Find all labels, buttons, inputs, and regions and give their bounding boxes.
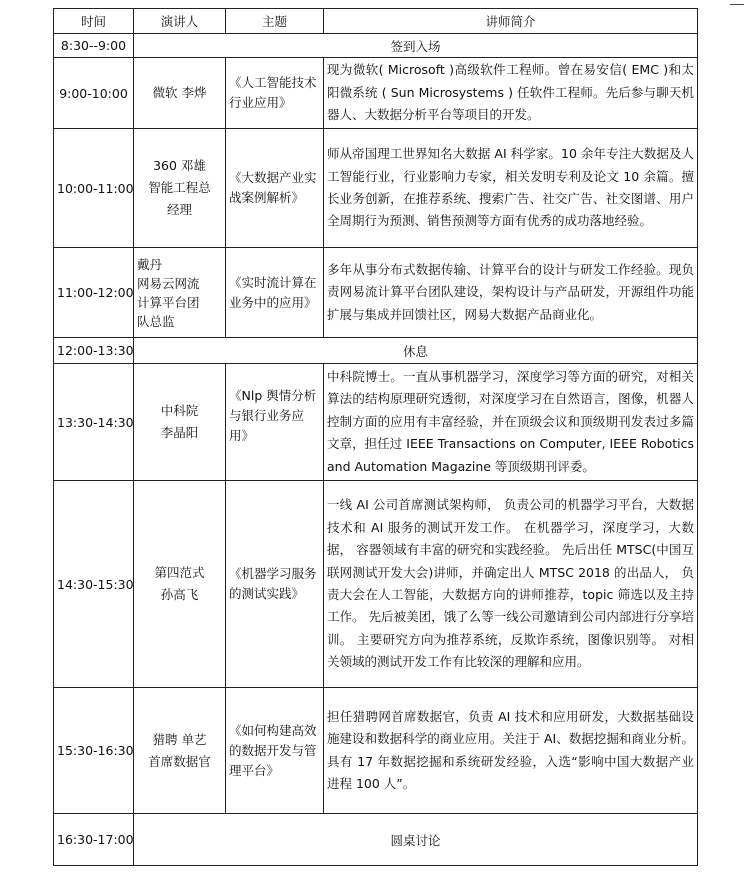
row-speaker bbox=[134, 364, 226, 481]
table-row bbox=[54, 129, 698, 248]
row-time: 14:30-15:30 bbox=[54, 481, 134, 688]
row-time: 15:30-16:30 bbox=[54, 688, 134, 814]
table-row bbox=[54, 481, 698, 688]
speaker-line: 经理 bbox=[166, 202, 192, 217]
speaker-line: 李晶阳 bbox=[160, 425, 199, 440]
row-event: 签到入场 bbox=[134, 34, 698, 58]
corner-rule bbox=[730, 4, 744, 5]
speaker-line: 第四范式 bbox=[154, 565, 205, 580]
row-bio: 担任猎聘网首席数据官，负责 AI 技术和应用研发，大数据基础设施建设和数据科学的商业应用。关注于 AI、数据挖掘和商业分析。具有 17 年数据挖掘和系统研发经验，入选“影响中国大数据产业进程 100 人”。 bbox=[324, 688, 698, 814]
row-time: 10:00-11:00 bbox=[54, 129, 134, 248]
speaker-line: 微软 李烨 bbox=[152, 85, 207, 100]
row-time: 12:00-13:30 bbox=[54, 338, 134, 364]
row-speaker bbox=[134, 688, 226, 814]
row-bio: 多年从事分布式数据传输、计算平台的设计与研发工作经验。现负责网易流计算平台团队建设，架构设计与产品研发，开源组件功能扩展与集成并回馈社区，网易大数据产品商业化。 bbox=[324, 248, 698, 338]
row-topic: 《机器学习服务的测试实践》 bbox=[226, 481, 324, 688]
speaker-line: 计算平台团 bbox=[137, 294, 200, 310]
row-speaker bbox=[134, 58, 226, 129]
table-row bbox=[54, 248, 698, 338]
speaker-line: 360 邓雄 bbox=[153, 158, 206, 173]
header-topic: 主题 bbox=[226, 9, 324, 34]
row-bio: 一线 AI 公司首席测试架构师， 负责公司的机器学习平台，大数据技术和 AI 服务的测试开发工作。 在机器学习，深度学习，大数据， 容器领域有丰富的研究和实践经验。 先后出任 MTSC(中国互联网测试开发大会)讲师，并确定出人 MTSC 2018 的出品人， 负责大会在人工智能，大数据方向的讲师推荐，topic 筛选以及主持工作。 先后被美团，饿了么等一线公司邀请到公司内部进行分享培训。 主要研究方向为推荐系统，反欺诈系统，图像识别等。 对相关领域的测试开发工作有比较深的理解和应用。 bbox=[324, 481, 698, 688]
row-time: 11:00-12:00 bbox=[54, 248, 134, 338]
row-time: 16:30-17:00 bbox=[54, 814, 134, 866]
header-time: 时间 bbox=[54, 9, 134, 34]
speaker-line: 队总监 bbox=[137, 313, 175, 329]
schedule-table bbox=[53, 8, 698, 866]
table-row bbox=[54, 814, 698, 866]
header-speaker: 演讲人 bbox=[134, 9, 226, 34]
row-bio: 现为微软( Microsoft )高级软件工程师。曾在易安信( EMC )和太阳微系统 ( Sun Microsystems ) 任软件工程师。先后参与聊天机器人、大数据分析平台等项目的开发。 bbox=[324, 58, 698, 129]
row-time: 9:00-10:00 bbox=[54, 58, 134, 129]
speaker-line: 智能工程总 bbox=[148, 180, 211, 195]
row-speaker bbox=[134, 481, 226, 688]
row-topic: 《Nlp 舆情分析与银行业务应用》 bbox=[226, 364, 324, 481]
row-speaker bbox=[134, 248, 226, 338]
table-row bbox=[54, 688, 698, 814]
row-time: 8:30--9:00 bbox=[54, 34, 134, 58]
speaker-line: 猎聘 单艺 bbox=[152, 731, 207, 747]
table-row bbox=[54, 58, 698, 129]
header-bio: 讲师简介 bbox=[324, 9, 698, 34]
table-row bbox=[54, 364, 698, 481]
row-speaker bbox=[134, 129, 226, 248]
row-topic: 《如何构建高效的数据开发与管理平台》 bbox=[226, 688, 324, 814]
speaker-line: 首席数据官 bbox=[148, 753, 211, 769]
speaker-line: 中科院 bbox=[160, 403, 199, 418]
row-time: 13:30-14:30 bbox=[54, 364, 134, 481]
row-event: 圆桌讨论 bbox=[134, 814, 698, 866]
row-topic: 《实时流计算在业务中的应用》 bbox=[226, 248, 324, 338]
row-topic: 《人工智能技术行业应用》 bbox=[226, 58, 324, 129]
header-row bbox=[54, 9, 698, 34]
row-event: 休息 bbox=[134, 338, 698, 364]
row-topic: 《大数据产业实战案例解析》 bbox=[226, 129, 324, 248]
speaker-line: 孙高飞 bbox=[160, 587, 199, 602]
row-bio: 中科院博士。一直从事机器学习，深度学习等方面的研究，对相关算法的结构原理研究透彻，对深度学习在自然语言，图像，机器人控制方面的应用有丰富经验，并在顶级会议和顶级期刊发表过多篇文章，担任过 IEEE Transactions on Computer, IEEE Robotics and Automation Magazine 等顶级期刊评委。 bbox=[324, 364, 698, 481]
speaker-line: 网易云网流 bbox=[137, 275, 200, 291]
table-row bbox=[54, 338, 698, 364]
row-bio: 师从帝国理工世界知名大数据 AI 科学家。10 余年专注大数据及人工智能行业，行业影响力专家，相关发明专利及论文 10 余篇。擅长业务创新，在推荐系统、搜索广告、社交广告、社交图谱、用户全周期行为预测、销售预测等方面有优秀的成功落地经验。 bbox=[324, 129, 698, 248]
speaker-line: 戴丹 bbox=[137, 256, 163, 272]
table-row bbox=[54, 34, 698, 58]
